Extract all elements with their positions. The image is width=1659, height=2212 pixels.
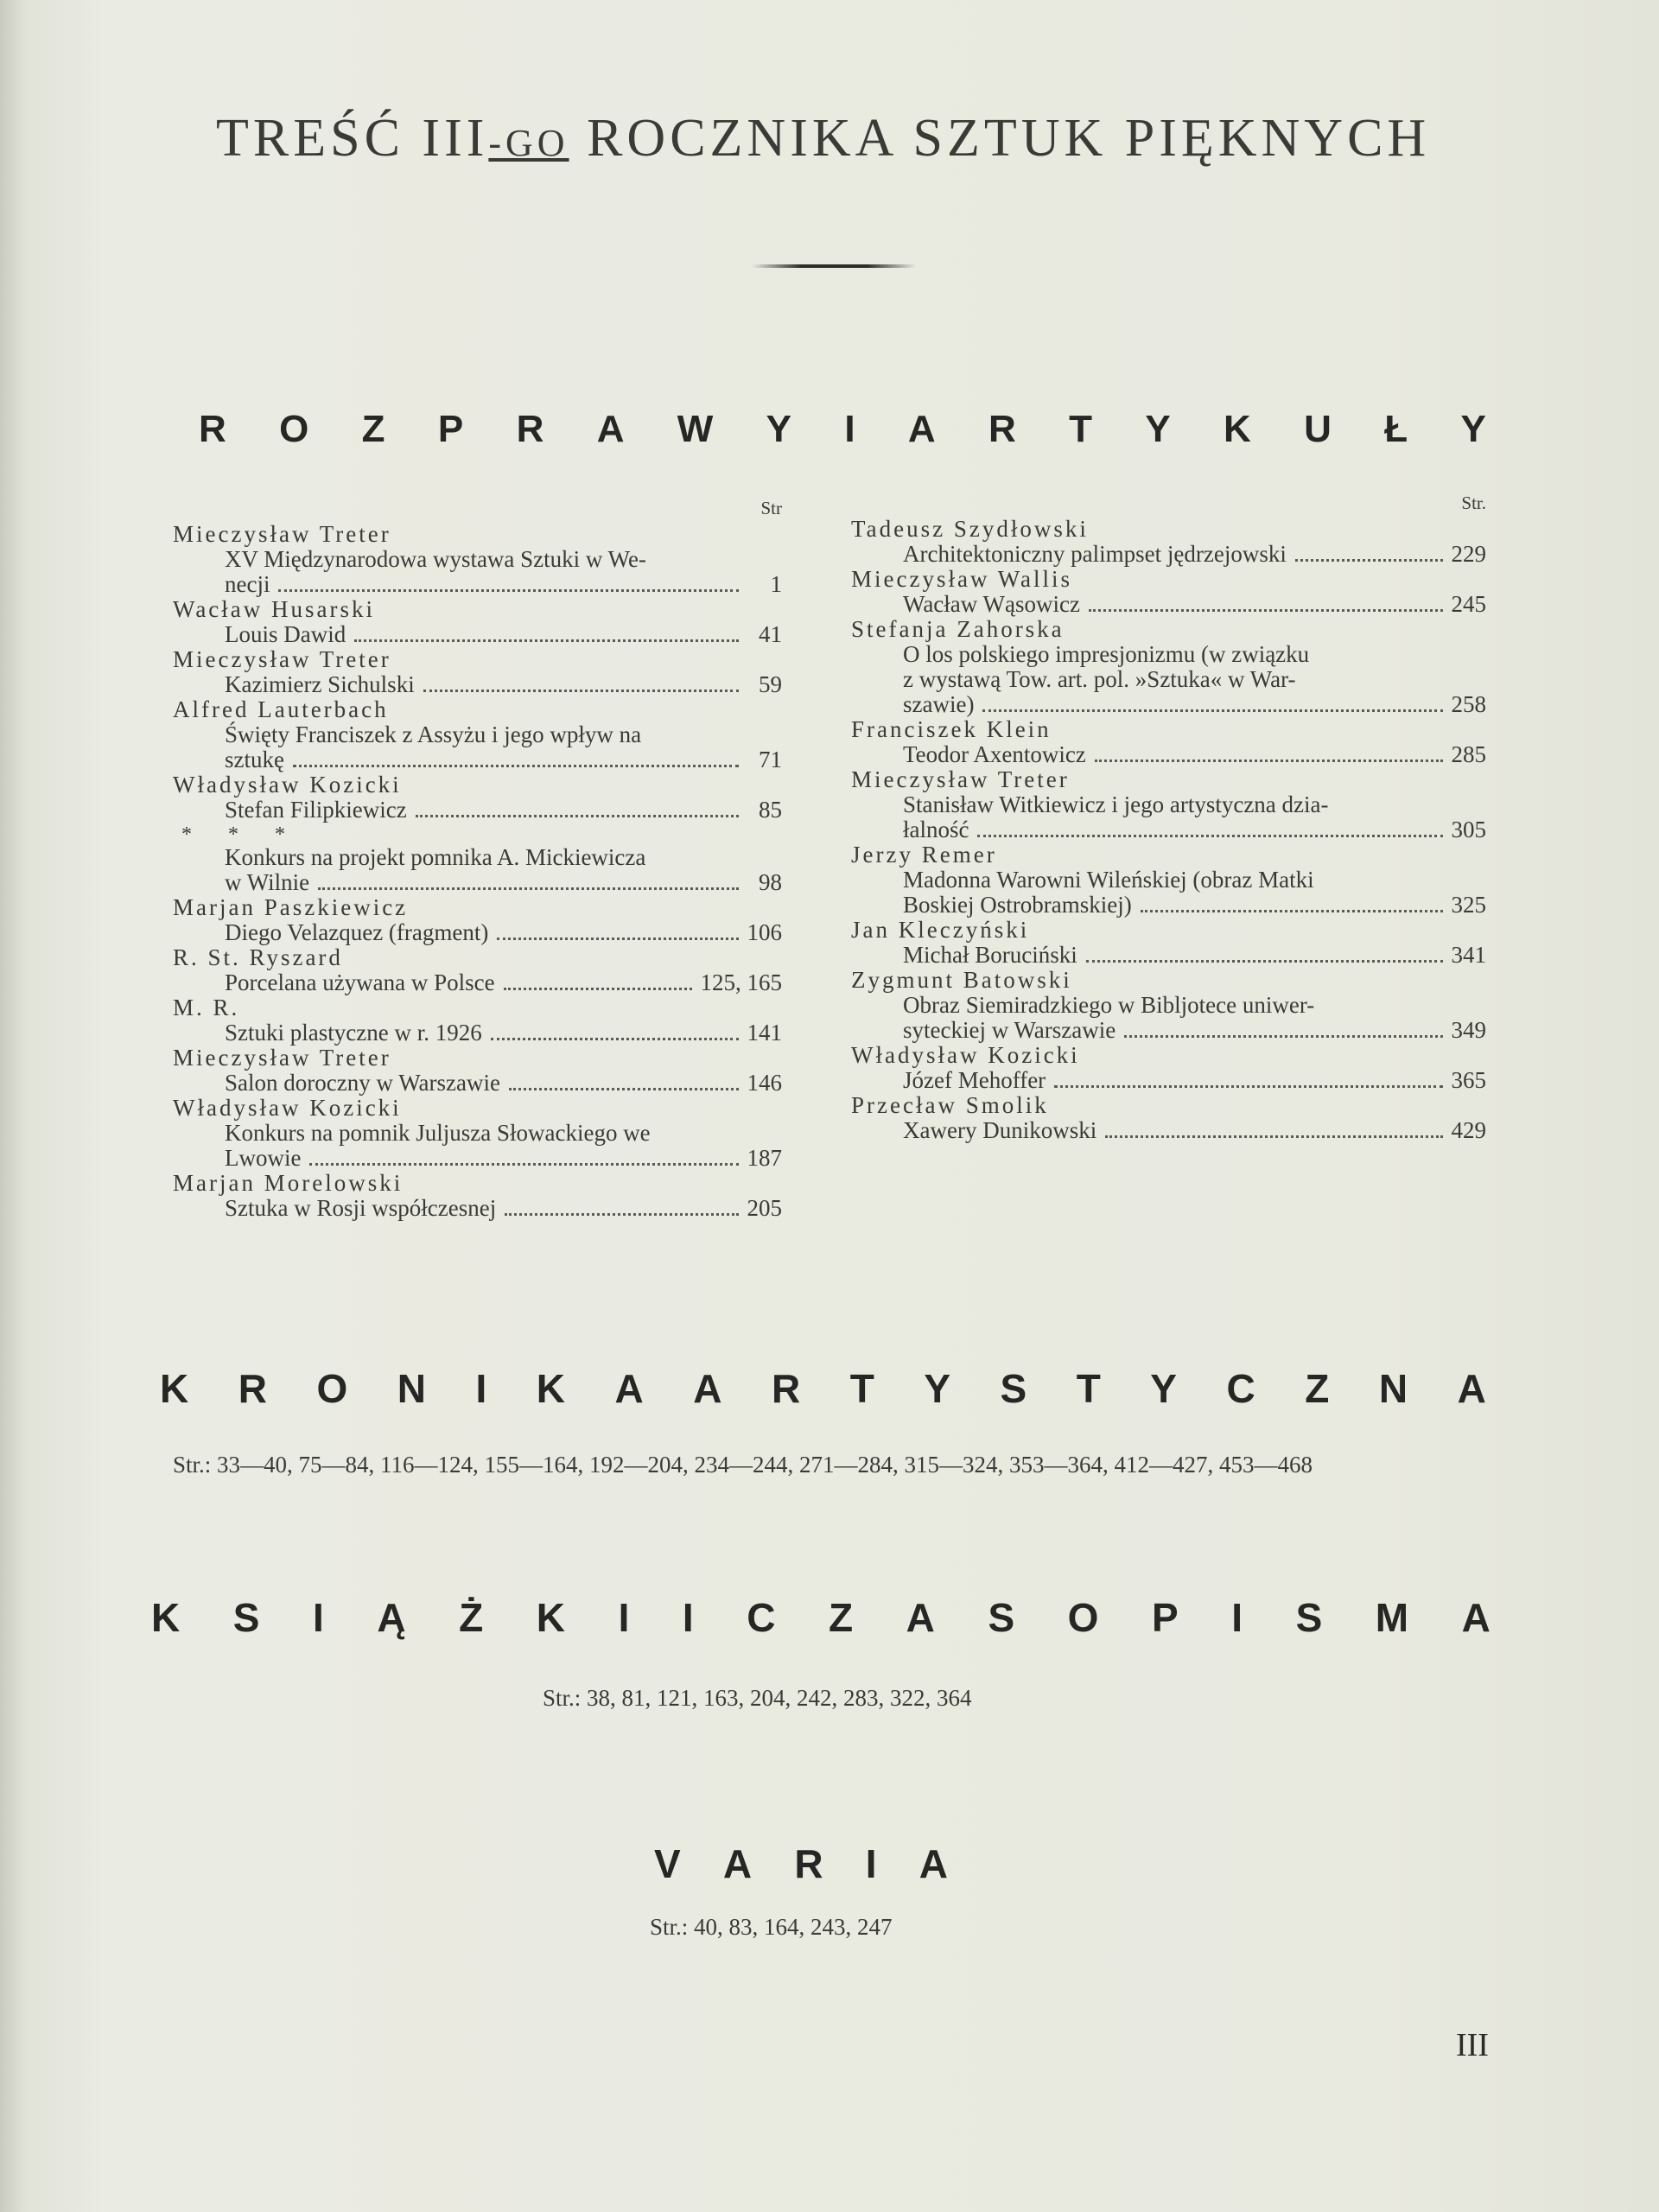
entry-title-text: Diego Velazquez (fragment) bbox=[225, 919, 489, 945]
entry-author: Władysław Kozicki bbox=[173, 1095, 402, 1121]
toc-entry bbox=[851, 517, 1486, 567]
dot-leader bbox=[423, 690, 739, 692]
entry-title-text: z wystawą Tow. art. pol. »Sztuka« w War- bbox=[903, 666, 1296, 692]
heading-letter: N bbox=[1378, 1366, 1408, 1411]
toc-entry bbox=[851, 1043, 1486, 1093]
heading-letter: V bbox=[654, 1841, 681, 1886]
entry-author: Mieczysław Treter bbox=[173, 1045, 391, 1071]
entry-title-line bbox=[851, 993, 1486, 1018]
entry-page-number: 71 bbox=[759, 747, 782, 772]
heading-letter: Ł bbox=[1384, 408, 1408, 450]
entry-title-text: w Wilnie bbox=[225, 869, 310, 895]
dot-leader bbox=[1086, 960, 1443, 963]
entry-page-number: 98 bbox=[759, 869, 782, 895]
entry-page-number: 325 bbox=[1451, 892, 1486, 918]
dot-leader bbox=[1124, 1035, 1442, 1038]
entry-title-line bbox=[851, 1118, 1486, 1143]
entry-author: R. St. Ryszard bbox=[173, 944, 343, 970]
entry-author: Mieczysław Treter bbox=[173, 521, 391, 547]
str-column-label: Str. bbox=[1461, 493, 1486, 513]
entry-title-line bbox=[173, 1020, 782, 1046]
entry-page-number: 85 bbox=[759, 797, 782, 823]
entry-author: Władysław Kozicki bbox=[173, 772, 402, 798]
heading-letter: Z bbox=[1305, 1366, 1330, 1411]
entry-author: Wacław Husarski bbox=[173, 596, 376, 622]
heading-letter: K bbox=[536, 1595, 566, 1640]
heading-letter: S bbox=[988, 1595, 1015, 1640]
toc-entry bbox=[851, 567, 1486, 617]
entry-author: Mieczysław Treter bbox=[851, 766, 1070, 792]
heading-letter: A bbox=[1457, 1366, 1486, 1411]
heading-letter: Z bbox=[361, 408, 385, 450]
heading-letter: A bbox=[918, 1841, 948, 1886]
entry-title-text: Sztuki plastyczne w r. 1926 bbox=[225, 1020, 482, 1046]
page-number: III bbox=[1456, 2027, 1489, 2063]
toc-entry bbox=[173, 697, 782, 772]
dot-leader bbox=[1054, 1085, 1442, 1088]
entry-author: Marjan Paszkiewicz bbox=[173, 894, 409, 920]
entry-title-line bbox=[173, 920, 782, 945]
entry-title-line bbox=[173, 1196, 782, 1221]
entry-title-line bbox=[173, 1146, 782, 1171]
entry-title-text: Boskiej Ostrobramskiej) bbox=[903, 892, 1132, 918]
dot-leader bbox=[318, 887, 739, 890]
dot-leader bbox=[1295, 559, 1443, 562]
ornament-divider bbox=[752, 264, 916, 268]
heading-letter: K bbox=[160, 1366, 189, 1411]
entry-title-line bbox=[173, 845, 782, 870]
entry-title-line bbox=[173, 622, 782, 647]
page-title bbox=[216, 108, 1486, 169]
entry-title-text: Konkurs na pomnik Juljusza Słowackiego we bbox=[225, 1120, 651, 1146]
entry-title-line bbox=[173, 1071, 782, 1096]
entry-title-line bbox=[173, 1121, 782, 1146]
dot-leader bbox=[354, 639, 739, 642]
entry-author: Stefanja Zahorska bbox=[851, 616, 1065, 642]
entry-page-number: 245 bbox=[1451, 591, 1486, 617]
heading-letter: K bbox=[536, 1366, 565, 1411]
entry-author: Jerzy Remer bbox=[851, 842, 997, 868]
entry-page-number: 141 bbox=[747, 1020, 782, 1046]
heading-letter: K bbox=[151, 1595, 181, 1640]
dot-leader bbox=[1095, 760, 1443, 762]
heading-letter: O bbox=[1067, 1595, 1099, 1640]
toc-entry bbox=[173, 1171, 782, 1221]
heading-letter: R bbox=[794, 1841, 823, 1886]
entry-title-text: syteckiej w Warszawie bbox=[903, 1017, 1116, 1043]
heading-letter: T bbox=[849, 1366, 874, 1411]
entry-title-text: Stanisław Witkiewicz i jego artystyczna dzia- bbox=[903, 791, 1329, 817]
entry-author: Franciszek Klein bbox=[851, 716, 1052, 742]
heading-letter: S bbox=[1295, 1595, 1323, 1640]
heading-letter: R bbox=[199, 408, 226, 450]
entry-title-line bbox=[173, 970, 782, 995]
entry-page-number: 349 bbox=[1451, 1017, 1486, 1043]
entry-page-number: 429 bbox=[1451, 1117, 1486, 1143]
heading-letter: R bbox=[771, 1366, 801, 1411]
entry-page-number: 106 bbox=[747, 919, 782, 945]
entry-title-text: Teodor Axentowicz bbox=[903, 741, 1086, 767]
entry-page-number: 59 bbox=[759, 671, 782, 697]
dot-leader bbox=[982, 709, 1442, 712]
heading-letter: Ż bbox=[459, 1595, 484, 1640]
entry-page-number: 285 bbox=[1451, 741, 1486, 767]
entry-title-line bbox=[173, 722, 782, 747]
entry-title-line bbox=[173, 747, 782, 772]
heading-letter: R bbox=[238, 1366, 267, 1411]
entry-page-number: 365 bbox=[1451, 1067, 1486, 1093]
toc-entry bbox=[851, 767, 1486, 842]
heading-letter: Y bbox=[1150, 1366, 1177, 1411]
entry-page-number: 146 bbox=[747, 1070, 782, 1096]
entry-title-line bbox=[851, 642, 1486, 667]
heading-letter: A bbox=[693, 1366, 722, 1411]
section-heading-ksiazki bbox=[151, 1594, 1491, 1641]
entry-page-number: 341 bbox=[1451, 942, 1486, 968]
dot-leader bbox=[505, 1213, 738, 1216]
entry-title-line bbox=[851, 893, 1486, 918]
entry-title-text: Michał Boruciński bbox=[903, 942, 1077, 968]
toc-entry bbox=[173, 647, 782, 697]
heading-letter: S bbox=[232, 1595, 260, 1640]
entry-page-number: 305 bbox=[1451, 817, 1486, 842]
entry-title-line bbox=[173, 798, 782, 823]
toc-entry bbox=[851, 968, 1486, 1043]
heading-letter: I bbox=[475, 1366, 487, 1411]
entry-author: Marjan Morelowski bbox=[173, 1170, 404, 1196]
heading-letter: I bbox=[844, 408, 855, 450]
entry-page-number: 125, 165 bbox=[700, 969, 782, 995]
heading-letter: O bbox=[316, 1366, 348, 1411]
entry-title-line bbox=[851, 868, 1486, 893]
entry-title-line bbox=[173, 870, 782, 895]
entry-author: Alfred Lauterbach bbox=[173, 696, 389, 722]
toc-entry bbox=[173, 772, 782, 823]
heading-letter: P bbox=[437, 408, 464, 450]
entry-title-text: Wacław Wąsowicz bbox=[903, 591, 1080, 617]
heading-letter: C bbox=[1226, 1366, 1255, 1411]
title-suffix: -GO bbox=[488, 122, 569, 164]
entry-title-text: necji bbox=[225, 571, 270, 597]
entry-page-number: 205 bbox=[747, 1195, 782, 1221]
heading-letter: P bbox=[1152, 1595, 1179, 1640]
varia-pages: Str.: 40, 83, 164, 243, 247 bbox=[650, 1914, 893, 1940]
heading-letter: I bbox=[618, 1595, 630, 1640]
heading-letter: A bbox=[614, 1366, 644, 1411]
section-heading-kronika bbox=[160, 1365, 1486, 1412]
toc-entry bbox=[173, 1046, 782, 1096]
entry-title-text: Salon doroczny w Warszawie bbox=[225, 1070, 500, 1096]
heading-letter: I bbox=[1231, 1595, 1243, 1640]
entry-title-text: sztukę bbox=[225, 747, 284, 772]
heading-letter: T bbox=[1069, 408, 1093, 450]
entry-title-line bbox=[851, 592, 1486, 617]
toc-entries-left bbox=[173, 522, 782, 1221]
entry-author: Jan Kleczyński bbox=[851, 917, 1030, 943]
toc-column-left bbox=[173, 496, 782, 1221]
heading-letter: A bbox=[906, 1595, 935, 1640]
heading-letter: R bbox=[516, 408, 544, 450]
kronika-pages: Str.: 33—40, 75—84, 116—124, 155—164, 192—204, 234—244, 271—284, 315—324, 353—364, 412—427, 453—468 bbox=[173, 1452, 1313, 1478]
entry-title-text: Architektoniczny palimpset jędrzejowski bbox=[903, 541, 1287, 567]
heading-letter: Y bbox=[1145, 408, 1171, 450]
dot-leader bbox=[278, 589, 739, 592]
heading-letter: C bbox=[747, 1595, 776, 1640]
heading-letter: U bbox=[1304, 408, 1332, 450]
toc-entry bbox=[851, 842, 1486, 918]
heading-letter: K bbox=[1224, 408, 1251, 450]
str-column-label: Str bbox=[760, 498, 782, 518]
entry-title-text: Porcelana używana w Polsce bbox=[225, 969, 495, 995]
heading-letter: Y bbox=[1460, 408, 1486, 450]
entry-title-text: Sztuka w Rosji współczesnej bbox=[225, 1195, 497, 1221]
entry-page-number: 1 bbox=[770, 571, 782, 597]
dot-leader bbox=[497, 938, 738, 940]
heading-letter: Ą bbox=[377, 1595, 406, 1640]
entry-page-number: 187 bbox=[747, 1145, 782, 1171]
entry-title-text: Louis Dawid bbox=[225, 621, 346, 647]
heading-letter: N bbox=[397, 1366, 426, 1411]
heading-letter: M bbox=[1375, 1595, 1409, 1640]
heading-letter: I bbox=[865, 1841, 877, 1886]
toc-entry bbox=[173, 995, 782, 1046]
entry-title-text: Stefan Filipkiewicz bbox=[225, 797, 407, 823]
heading-letter: R bbox=[988, 408, 1016, 450]
entry-page-number: 229 bbox=[1451, 541, 1486, 567]
dot-leader bbox=[416, 815, 739, 817]
entry-title-line bbox=[173, 572, 782, 597]
dot-leader bbox=[509, 1088, 739, 1090]
entry-author: Tadeusz Szydłowski bbox=[851, 516, 1089, 542]
toc-entry bbox=[173, 1096, 782, 1171]
section-heading-rozprawy bbox=[199, 408, 1486, 451]
heading-letter: A bbox=[722, 1841, 753, 1886]
entry-title-line bbox=[851, 817, 1486, 842]
entry-author: Mieczysław Wallis bbox=[851, 566, 1073, 592]
dot-leader bbox=[977, 835, 1442, 837]
entry-author: Zygmunt Batowski bbox=[851, 967, 1072, 993]
toc-entry bbox=[173, 522, 782, 597]
entry-title-line bbox=[851, 667, 1486, 692]
heading-letter: A bbox=[1461, 1595, 1491, 1640]
entry-author: Mieczysław Treter bbox=[173, 646, 391, 672]
dot-leader bbox=[293, 765, 739, 767]
section-heading-varia bbox=[654, 1840, 948, 1887]
entry-title-text: O los polskiego impresjonizmu (w związku bbox=[903, 641, 1310, 667]
title-rest: ROCZNIKA SZTUK PIĘKNYCH bbox=[587, 109, 1431, 168]
entry-author: Przecław Smolik bbox=[851, 1092, 1049, 1118]
entry-title-text: Obraz Siemiradzkiego w Bibljotece uniwer- bbox=[903, 992, 1315, 1018]
title-prefix: TREŚĆ III bbox=[216, 109, 489, 168]
entry-title-line bbox=[851, 742, 1486, 767]
entry-title-text: Kazimierz Sichulski bbox=[225, 671, 415, 697]
toc-entry bbox=[173, 823, 782, 895]
heading-letter: A bbox=[596, 408, 625, 450]
toc-entry bbox=[851, 717, 1486, 767]
entry-title-line bbox=[173, 672, 782, 697]
toc-entry bbox=[173, 945, 782, 995]
entry-page-number: 258 bbox=[1451, 691, 1486, 717]
entry-title-line bbox=[851, 943, 1486, 968]
heading-letter: I bbox=[682, 1595, 694, 1640]
entry-title-line bbox=[851, 692, 1486, 717]
entry-title-text: szawie) bbox=[903, 691, 975, 717]
ksiazki-pages: Str.: 38, 81, 121, 163, 204, 242, 283, 322, 364 bbox=[543, 1685, 972, 1711]
heading-letter: W bbox=[677, 408, 714, 450]
entry-title-text: Xawery Dunikowski bbox=[903, 1117, 1097, 1143]
entry-author: M. R. bbox=[173, 995, 240, 1020]
dot-leader bbox=[1089, 609, 1443, 612]
dot-leader bbox=[1141, 910, 1443, 912]
entry-title-line bbox=[851, 1018, 1486, 1043]
heading-letter: Y bbox=[924, 1366, 950, 1411]
entry-author: * * * bbox=[181, 823, 301, 846]
entry-title-line bbox=[851, 542, 1486, 567]
entry-title-line bbox=[851, 1068, 1486, 1093]
entry-title-text: Madonna Warowni Wileńskiej (obraz Matki bbox=[903, 867, 1314, 893]
heading-letter: Z bbox=[829, 1595, 854, 1640]
dot-leader bbox=[1105, 1135, 1442, 1138]
toc-column-right bbox=[851, 491, 1486, 1143]
entry-title-text: Józef Mehoffer bbox=[903, 1067, 1046, 1093]
entry-title-text: Lwowie bbox=[225, 1145, 302, 1171]
heading-letter: T bbox=[1076, 1366, 1101, 1411]
entry-title-line bbox=[851, 792, 1486, 817]
toc-entry bbox=[851, 1093, 1486, 1143]
entry-author: Władysław Kozicki bbox=[851, 1042, 1080, 1068]
heading-letter: A bbox=[907, 408, 936, 450]
entry-title-text: Konkurs na projekt pomnika A. Mickiewicza bbox=[225, 844, 646, 870]
entry-title-text: Święty Franciszek z Assyżu i jego wpływ na bbox=[225, 721, 642, 747]
toc-entries-right bbox=[851, 517, 1486, 1143]
entry-title-line bbox=[173, 547, 782, 572]
entry-title-text: XV Międzynarodowa wystawa Sztuki w We- bbox=[225, 546, 646, 572]
entry-title-text: łalność bbox=[903, 817, 969, 842]
dot-leader bbox=[491, 1038, 739, 1040]
dot-leader bbox=[309, 1163, 738, 1166]
heading-letter: I bbox=[313, 1595, 324, 1640]
heading-letter: S bbox=[1000, 1366, 1027, 1411]
toc-entry bbox=[173, 895, 782, 945]
dot-leader bbox=[504, 988, 692, 990]
heading-letter: Y bbox=[766, 408, 792, 450]
toc-entry bbox=[173, 597, 782, 647]
toc-entry bbox=[851, 617, 1486, 717]
entry-page-number: 41 bbox=[759, 621, 782, 647]
toc-entry bbox=[851, 918, 1486, 968]
heading-letter: O bbox=[279, 408, 309, 450]
